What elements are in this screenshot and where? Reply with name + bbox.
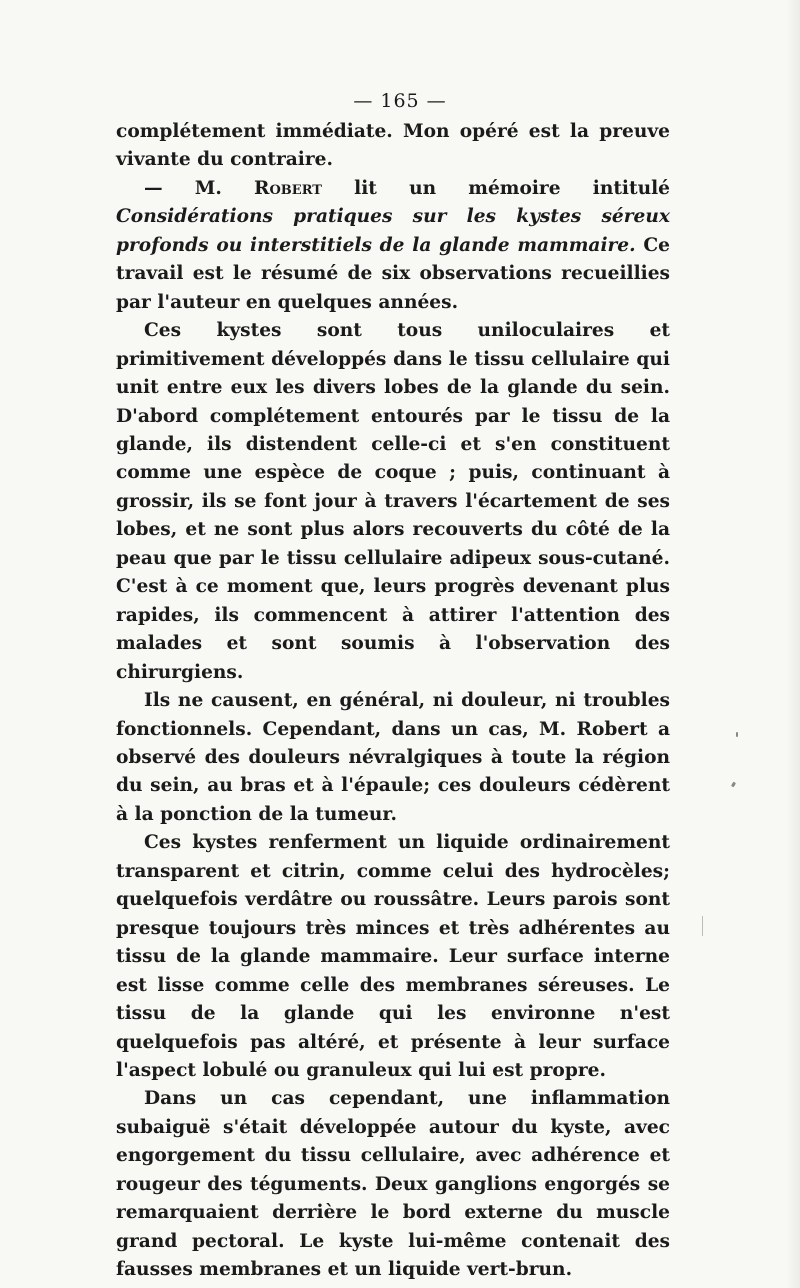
paragraph-2-prefix: — M. [144, 177, 255, 199]
paragraph-5: Ces kystes renferment un liquide ordinairement transparent et citrin, comme celui des hydrocèles; quelquefois verdâtre ou roussâtre. Leurs parois sont presque toujours très minces et très adhérentes au tissu de la glande mammaire. Leur surface interne est lisse comme celle des membranes séreuses. Le tissu de la glande qui les environne n'est quelquefois pas altéré, et présente à leur surface l'aspect lobulé ou granuleux qui lui est propre. [116, 832, 670, 1081]
paragraph-3: Ces kystes sont tous uniloculaires et primitivement développés dans le tissu cellulaire qui unit entre eux les divers lobes de la glande du sein. D'abord complétement entourés par le tissu de la glande, ils distendent celle-ci et s'en constituent comme une espèce de coque ; puis, continuant à grossir, ils se font jour à travers l'écartement de ses lobes, et ne sont plus alors recouverts du côté de la peau que par le tissu cellulaire adipeux sous-cutané. C'est à ce moment que, leurs progrès devenant plus rapides, ils commencent à attirer l'attention des malades et sont soumis à l'observation des chirurgiens. [116, 320, 670, 683]
paper-speck [731, 782, 736, 788]
paragraph-4: Ils ne causent, en général, ni douleur, ni troubles fonctionnels. Cependant, dans un cas, M. Robert a observé des douleurs névralgiques à toute la région du sein, au bras et à l'épaule; ces douleurs cédèrent à la ponction de la tumeur. [116, 690, 670, 825]
memoir-title: Considérations pratiques sur les kystes séreux profonds ou interstitiels de la glande mammaire. [116, 206, 670, 256]
page-edge-shadow [786, 0, 800, 1288]
page-number: — 165 — [353, 90, 447, 112]
paragraph-2-rest: Ce travail est le résumé de six observations recueillies par l'auteur en quelques années. [116, 234, 671, 313]
paragraph-1: complétement immédiate. Mon opéré est la preuve vivante du contraire. [116, 121, 670, 171]
body-text [116, 118, 670, 1285]
paragraph-6: Dans un cas cependant, une inflammation subaiguë s'était développée autour du kyste, avec engorgement du tissu cellulaire, avec adhérence et rougeur des téguments. Deux ganglions engorgés se remarquaient derrière le bord externe du muscle grand pectoral. Le kyste lui-même contenait des fausses membranes et un liquide vert-brun. [116, 1088, 670, 1281]
paragraph-2-mid: lit un mémoire intitulé [321, 177, 670, 199]
author-name: Robert [254, 177, 322, 199]
paper-speck [702, 916, 703, 936]
paragraph-2 [116, 175, 670, 317]
paper-speck [736, 732, 738, 737]
